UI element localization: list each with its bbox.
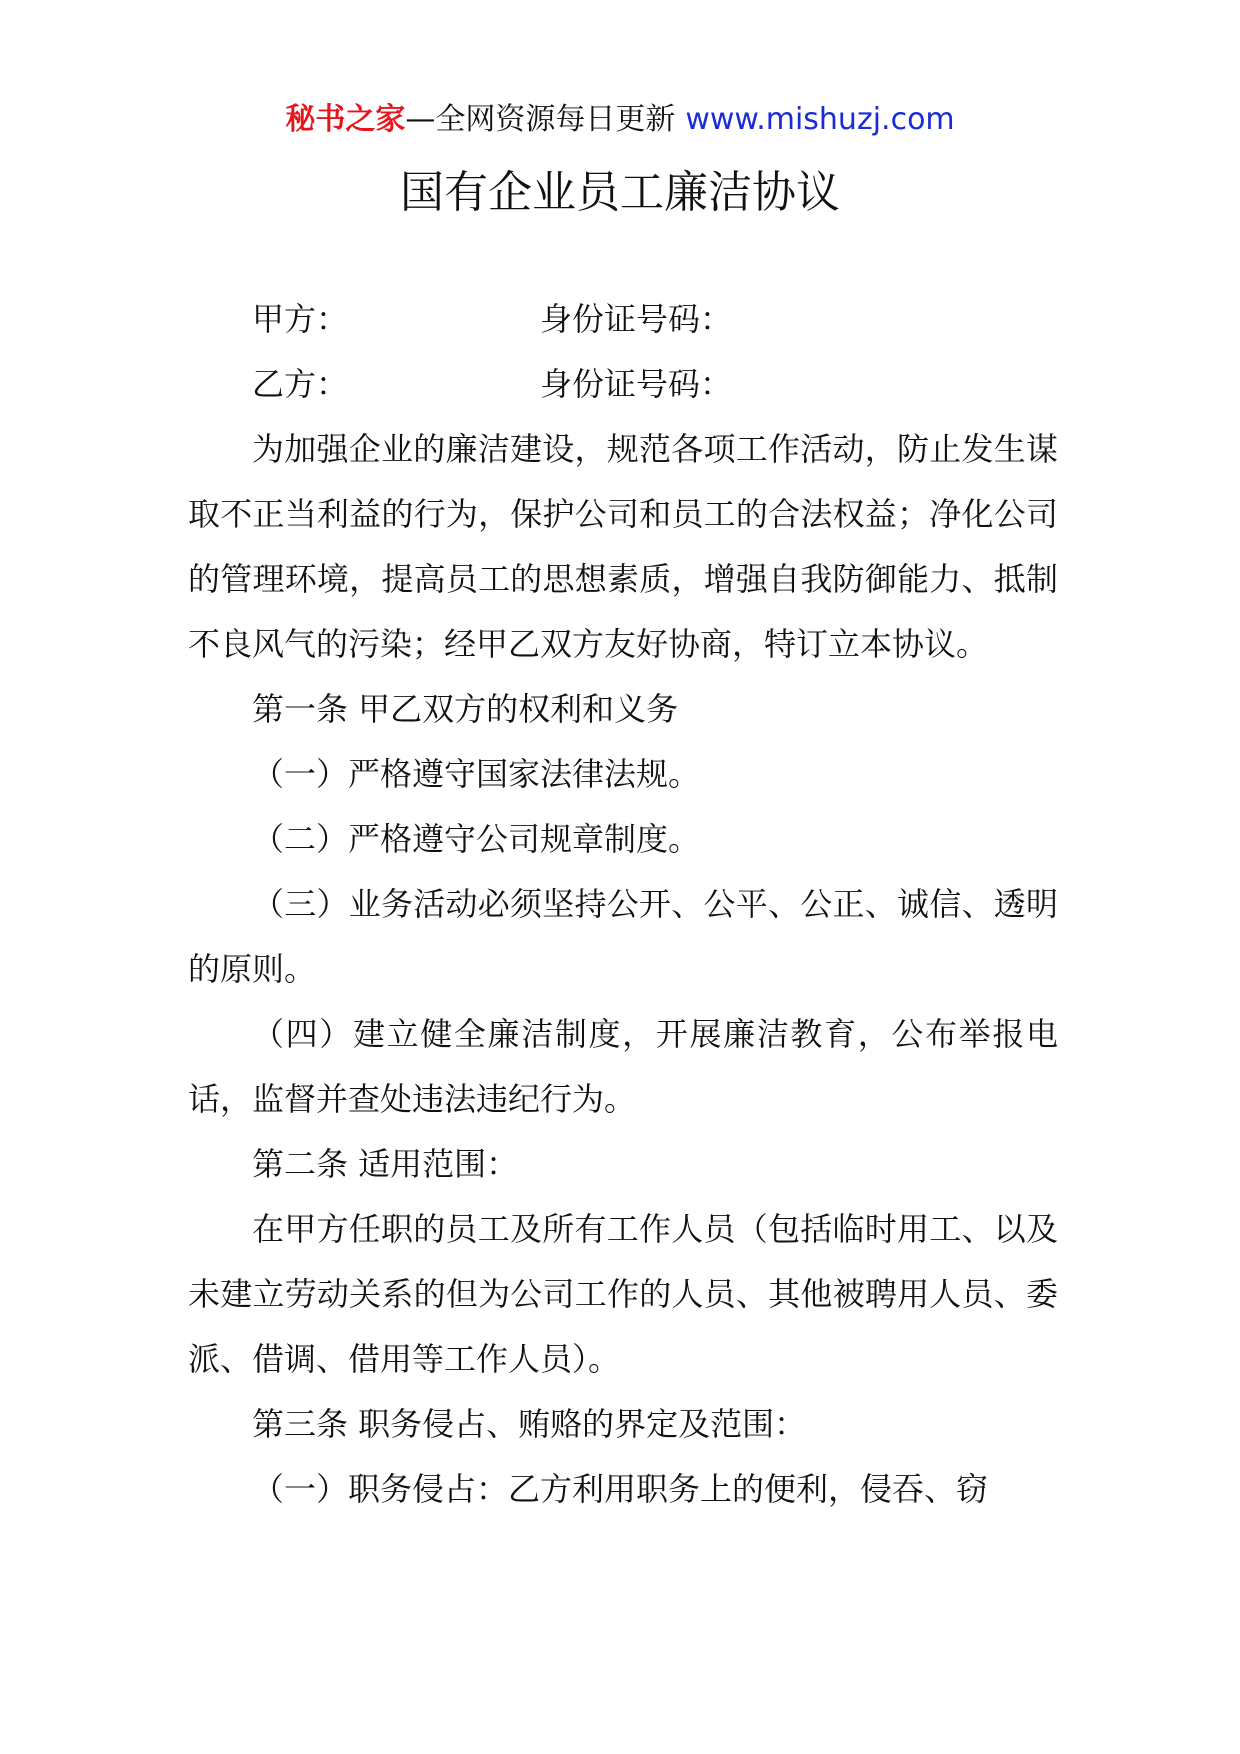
party-b-row xyxy=(188,352,1058,417)
article-1-item-3: （三）业务活动必须坚持公开、公平、公正、诚信、透明的原则。 xyxy=(188,885,1058,988)
brand-name: 秘书之家 xyxy=(285,102,406,137)
article-1-heading: 第一条 甲乙双方的权利和义务 xyxy=(252,690,679,728)
document-title: 国有企业员工廉洁协议 xyxy=(400,167,840,218)
party-a-row xyxy=(188,287,1058,352)
site-tagline: —全网资源每日更新 xyxy=(405,102,676,137)
site-url-link[interactable]: www.mishuzj.com xyxy=(685,102,955,137)
article-3-item-1: （一）职务侵占：乙方利用职务上的便利，侵吞、窃 xyxy=(252,1470,989,1508)
document-body xyxy=(188,287,1058,1522)
article-1-item-1: （一）严格遵守国家法律法规。 xyxy=(252,755,701,793)
preamble-paragraph: 为加强企业的廉洁建设，规范各项工作活动，防止发生谋取不正当利益的行为，保护公司和员工的合法权益；净化公司的管理环境，提高员工的思想素质，增强自我防御能力、抵制不良风气的污染；经甲乙双方友好协商，特订立本协议。 xyxy=(188,430,1058,663)
article-1-item-2: （二）严格遵守公司规章制度。 xyxy=(252,820,701,858)
article-2-paragraph: 在甲方任职的员工及所有工作人员（包括临时用工、以及未建立劳动关系的但为公司工作的人员、其他被聘用人员、委派、借调、借用等工作人员）。 xyxy=(188,1210,1058,1378)
party-b-label: 乙方： xyxy=(252,365,349,403)
article-1-item-4: （四）建立健全廉洁制度，开展廉洁教育，公布举报电话，监督并查处违法违纪行为。 xyxy=(188,1015,1058,1118)
article-3-heading: 第三条 职务侵占、贿赂的界定及范围： xyxy=(252,1405,807,1443)
party-a-id-label: 身份证号码： xyxy=(540,300,733,338)
party-b-id-label: 身份证号码： xyxy=(540,365,733,403)
party-a-label: 甲方： xyxy=(252,300,349,338)
site-header xyxy=(0,100,1240,140)
article-2-heading: 第二条 适用范围： xyxy=(252,1145,519,1183)
